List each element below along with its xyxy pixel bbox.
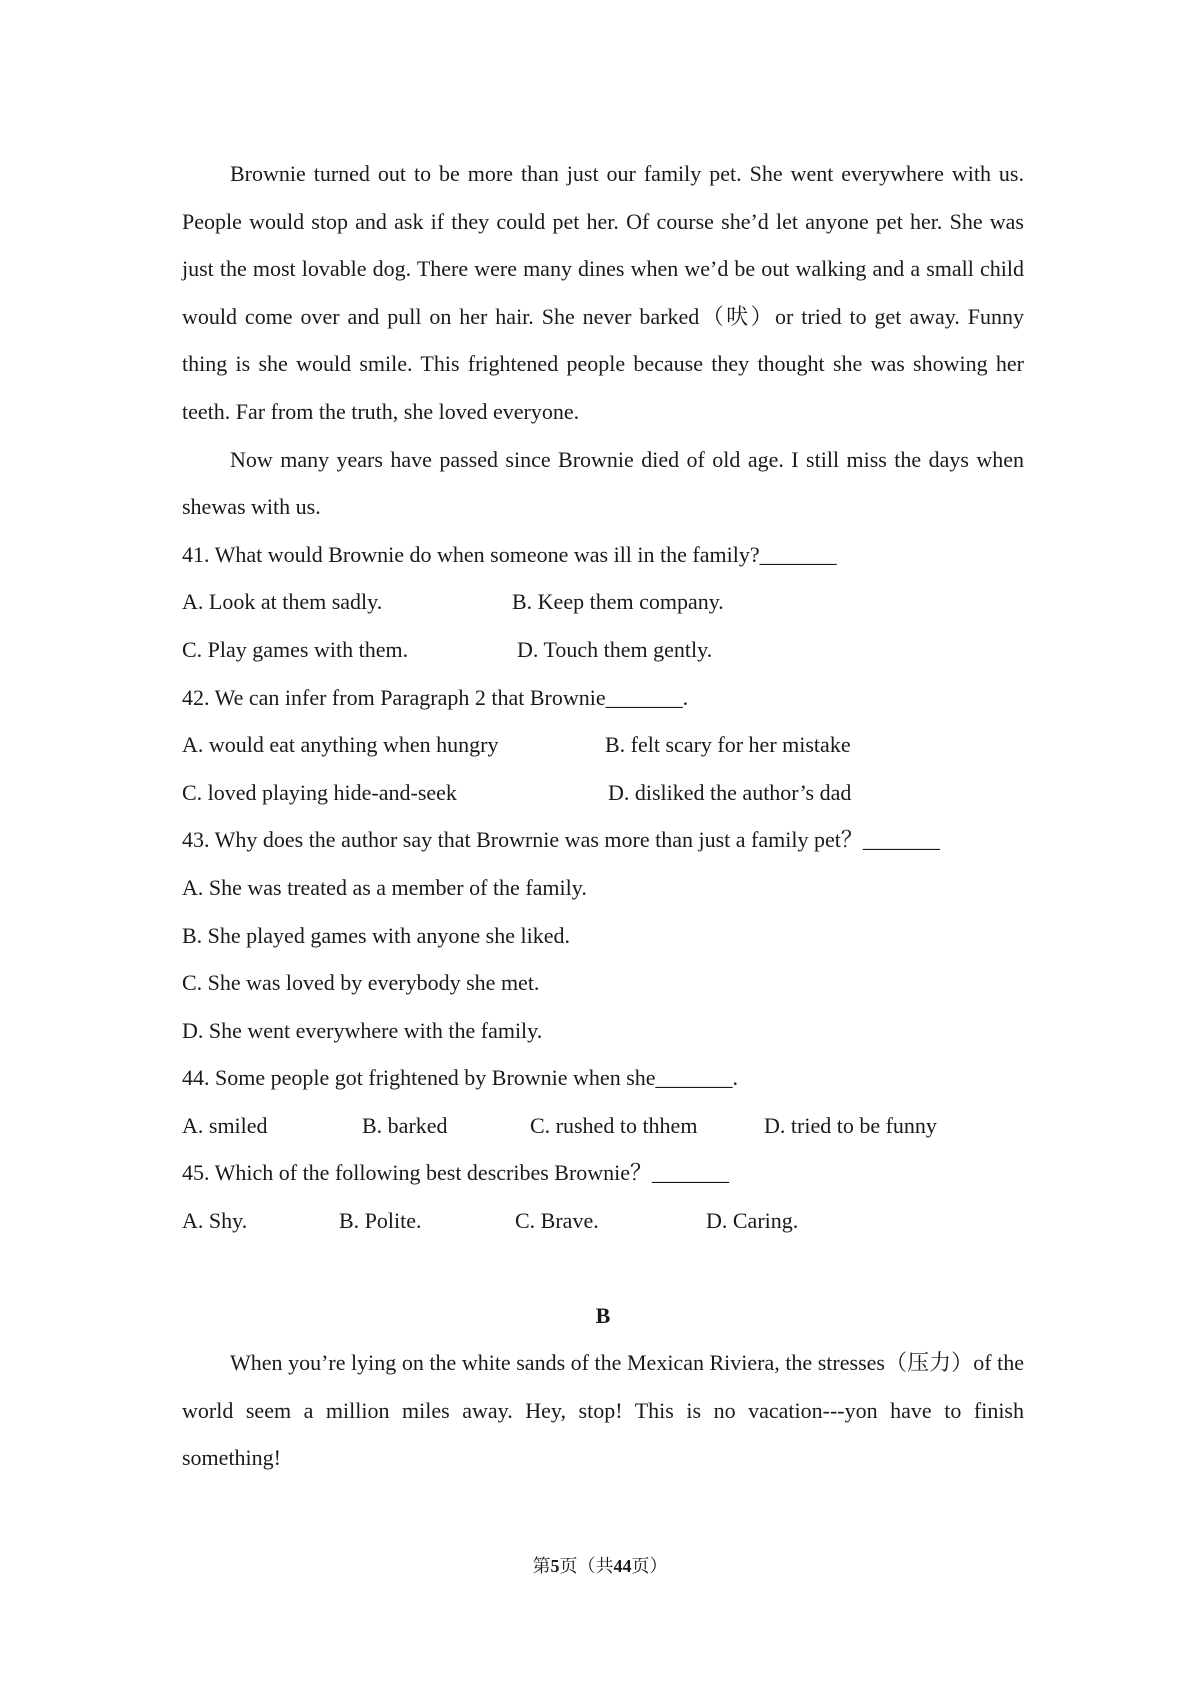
- question-42-option-b: B. felt scary for her mistake: [605, 732, 851, 758]
- question-42-option-a: A. would eat anything when hungry: [182, 732, 499, 758]
- footer-total-pages: 44: [613, 1556, 632, 1576]
- question-45-option-a: A. Shy.: [182, 1208, 248, 1234]
- question-44-option-c: C. rushed to thhem: [530, 1112, 698, 1138]
- question-44-options-row: [182, 1102, 1024, 1150]
- question-41-options-row-1: [182, 578, 1024, 626]
- question-44-option-d: D. tried to be funny: [764, 1112, 937, 1138]
- question-41-option-a: A. Look at them sadly.: [182, 589, 383, 615]
- question-41-stem: 41. What would Brownie do when someone was ill in the family?_______: [182, 541, 837, 567]
- passage-a-paragraph-1: Brownie turned out to be more than just our family pet. She went everywhere with us. People would stop and ask if they could pet her. Of course she’d let anyone pet her. She was just the most lovable dog. There were many dines when we’d be out walking and a small child would come over and pull on her hair. She never barked（吠）or tried to get away. Funny thing is she would smile. This frightened people because they thought she was showing her teeth. Far from the truth, she loved everyone.: [182, 161, 1024, 424]
- footer-suffix: 页）: [631, 1556, 668, 1576]
- question-43-option-b: B. She played games with anyone she liked.: [182, 922, 570, 948]
- question-41-options-row-2: [182, 626, 1024, 674]
- question-44-option-a: A. smiled: [182, 1112, 268, 1138]
- question-45-option-b: B. Polite.: [339, 1208, 422, 1234]
- question-44-stem: 44. Some people got frightened by Brownie when she_______.: [182, 1065, 739, 1091]
- question-42-option-c: C. loved playing hide-and-seek: [182, 779, 457, 805]
- section-b-paragraph-1: When you’re lying on the white sands of the Mexican Riviera, the stresses（压力）of the world seem a million miles away. Hey, stop! This is no vacation---yon have to finish something!: [182, 1350, 1024, 1471]
- question-41-option-b: B. Keep them company.: [512, 589, 724, 615]
- question-43-option-c: C. She was loved by everybody she met.: [182, 970, 540, 996]
- question-43-option-d: D. She went everywhere with the family.: [182, 1017, 543, 1043]
- question-42-stem: 42. We can infer from Paragraph 2 that Brownie_______.: [182, 684, 689, 710]
- page-footer: [0, 1554, 1200, 1578]
- footer-prefix: 第: [532, 1556, 551, 1576]
- question-42-options-row-1: [182, 721, 1024, 769]
- question-42-options-row-2: [182, 769, 1024, 817]
- question-43-stem: 43. Why does the author say that Browrnie was more than just a family pet？_______: [182, 827, 940, 853]
- question-43-option-a: A. She was treated as a member of the family.: [182, 874, 587, 900]
- question-45-option-d: D. Caring.: [706, 1208, 799, 1234]
- question-45-options-row: [182, 1197, 1024, 1245]
- question-44-option-b: B. barked: [362, 1112, 448, 1138]
- section-b-heading: B: [595, 1302, 611, 1328]
- question-41-option-d: D. Touch them gently.: [517, 636, 713, 662]
- question-42-option-d: D. disliked the author’s dad: [608, 779, 852, 805]
- passage-a-paragraph-2: Now many years have passed since Brownie died of old age. I still miss the days when shewas with us.: [182, 446, 1024, 520]
- question-41-option-c: C. Play games with them.: [182, 636, 409, 662]
- question-45-option-c: C. Brave.: [515, 1208, 599, 1234]
- question-45-stem: 45. Which of the following best describes Brownie？_______: [182, 1160, 730, 1186]
- footer-middle: 页（共: [559, 1556, 614, 1576]
- footer-page-number: 5: [550, 1556, 560, 1576]
- page-content: [182, 150, 1024, 1482]
